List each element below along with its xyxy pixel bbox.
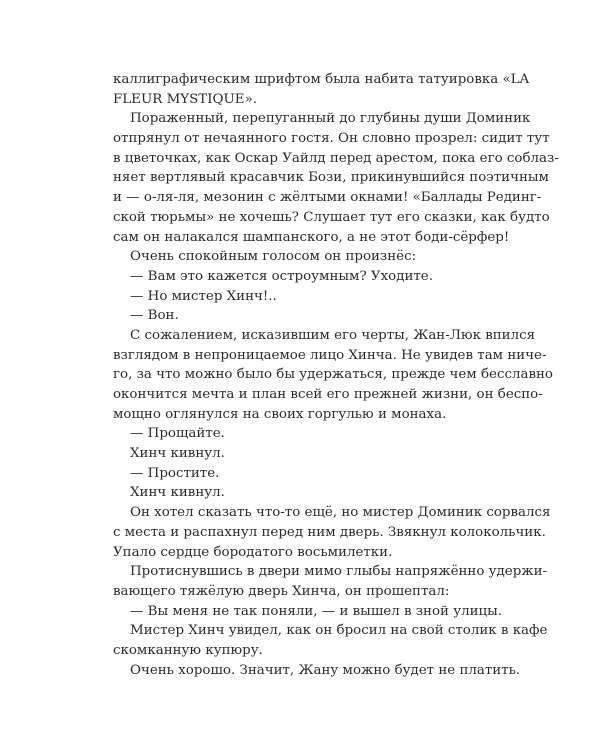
text-line: Протиснувшись в двери мимо глыбы напряжённо удержи- (130, 564, 548, 580)
text-line: — Прощайте. (130, 426, 225, 442)
text-line: — Но мистер Хинч!.. (130, 288, 277, 304)
text-line: няет вертлявый красавчик Бози, прикинувшийся поэтичным (113, 170, 549, 186)
text-line: Хинч кивнул. (130, 485, 225, 501)
paragraph (113, 70, 530, 109)
text-line: Хинч кивнул. (130, 446, 225, 462)
text-line: мощно оглянулся на своих горгулью и монаха. (113, 406, 447, 422)
text-line: С сожалением, исказившим его черты, Жан-Люк впился (130, 327, 536, 343)
paragraph (113, 661, 521, 681)
text-line: вающего тяжёлую дверь Хинча, он прошептал: (113, 583, 450, 599)
text-line: в цветочках, как Оскар Уайлд перед арестом, пока его соблаз- (113, 150, 559, 166)
text-line: отпрянул от нечаянного гостя. Он словно прозрел: сидит тут (113, 131, 550, 147)
text-line: — Вам это кажется остроумным? Уходите. (130, 268, 433, 284)
text-line: скомканную купюру. (113, 642, 263, 658)
paragraph (113, 424, 488, 444)
text-line: — Вон. (130, 308, 179, 324)
paragraph (113, 326, 553, 424)
page-text (113, 70, 559, 680)
text-line: Очень хорошо. Значит, Жану можно будет не платить. (130, 662, 521, 678)
paragraph (113, 483, 488, 503)
paragraph (113, 267, 488, 287)
text-line: окончится мечта и план всей его прежней жизни, он беспо- (113, 387, 543, 402)
paragraph (113, 602, 503, 622)
paragraph (113, 287, 488, 307)
paragraph (113, 621, 548, 660)
text-line: взглядом в непроницаемое лицо Хинча. Не увидев там ниче- (113, 347, 547, 363)
text-line: FLEUR MYSTIQUE». (113, 91, 258, 107)
text-line: — Простите. (130, 465, 220, 481)
text-line: Мистер Хинч увидел, как он бросил на свой столик в кафе (130, 623, 548, 639)
paragraph (113, 562, 548, 601)
text-line: и — о-ля-ля, мезонин с жёлтыми окнами! «Баллады Рединг- (113, 190, 542, 206)
text-line: Очень спокойным голосом он произнёс: (130, 249, 417, 265)
paragraph (113, 464, 488, 484)
text-line: Упало сердце бородатого восьмилетки. (113, 544, 393, 560)
text-line: каллиграфическим шрифтом была набита татуировка «LA (113, 72, 530, 87)
text-line: го, за что можно было бы удержаться, прежде чем бесславно (113, 367, 553, 383)
paragraph (113, 444, 488, 464)
paragraph (113, 247, 488, 267)
text-line: Пораженный, перепуганный до глубины души Доминик (130, 111, 531, 127)
text-line: Он хотел сказать что-то ещё, но мистер Доминик сорвался (130, 505, 551, 521)
paragraph (113, 306, 488, 326)
paragraph (113, 503, 551, 562)
text-line: с места и распахнул перед ним дверь. Звякнул колокольчик. (113, 524, 546, 540)
paragraph (113, 109, 559, 247)
text-line: сам он налакался шампанского, а не этот боди-сёрфер! (113, 229, 510, 245)
text-line: — Вы меня не так поняли, — и вышел в зной улицы. (130, 603, 503, 619)
text-line: ской тюрьмы» не хочешь? Слушает тут его сказки, как будто (113, 209, 550, 225)
